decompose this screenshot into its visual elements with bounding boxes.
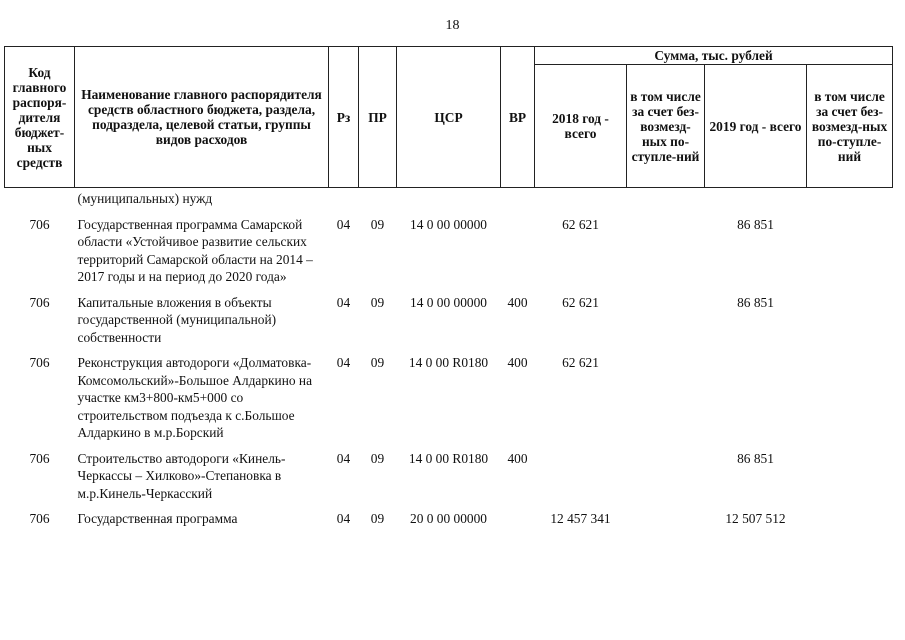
cell-2019-total — [705, 352, 807, 448]
cell-2018-total: 62 621 — [562, 294, 599, 310]
cell-pr: 09 — [370, 216, 385, 232]
cell-2019-free — [807, 352, 893, 448]
cell-name: Строительство автодороги «Кинель-Черкассы – Хилково»-Степановка в м.р.Кинель-Черкасский — [77, 450, 286, 501]
cell-csr: 14 0 00 00000 — [410, 216, 487, 232]
page-number: 18 — [445, 18, 460, 33]
cell-vr: 400 — [507, 450, 528, 466]
cell-rz: 04 — [336, 450, 351, 466]
cell-vr: 400 — [507, 294, 528, 310]
cell-2019-free — [807, 508, 893, 530]
cell-csr: 14 0 00 R0180 — [408, 450, 489, 466]
cell-code: 706 — [29, 216, 50, 232]
cell-vr — [501, 214, 535, 292]
cell-2018-total: 12 457 341 — [550, 511, 611, 526]
header-rz: Рз — [329, 47, 359, 188]
cell-2018-free — [627, 448, 705, 509]
table-row-continuation — [5, 188, 893, 214]
cell-pr: 09 — [370, 450, 385, 466]
cell-2018-free — [627, 214, 705, 292]
header-2019-total: 2019 год - всего — [705, 65, 807, 188]
header-sum-group: Сумма, тыс. рублей — [535, 47, 893, 65]
cell-2019-free — [807, 448, 893, 509]
cell-2018-free — [627, 292, 705, 353]
cell-csr: 14 0 00 00000 — [410, 294, 487, 310]
cell-csr: 20 0 00 00000 — [410, 511, 487, 526]
header-name: Наименование главного распорядителя средств областного бюджета, раздела, подраздела, целевой статьи, группы видов расходов — [75, 47, 329, 188]
table-row — [5, 292, 893, 353]
header-vr: ВР — [501, 47, 535, 188]
cell-2019-total: 86 851 — [737, 216, 774, 232]
header-pr: ПР — [359, 47, 397, 188]
cell-name: Государственная программа Самарской области «Устойчивое развитие сельских территорий Самарской области на 2014 – 2017 годы и на период до 2020 года» — [77, 216, 313, 284]
cell-code: 706 — [29, 355, 50, 370]
cell-name: Реконструкция автодороги «Долматовка-Комсомольский»-Большое Алдаркино на участке км3+800-км5+000 со строительством подъезда к с.Большое Алдаркино в м.р.Борский — [77, 355, 313, 440]
header-2018-free: в том числе за счет без-возмезд-ных по-ступле-ний — [627, 65, 705, 188]
cell-2019-total: 12 507 512 — [725, 511, 786, 526]
cell-2019-free — [807, 214, 893, 292]
cell-pr: 09 — [370, 294, 385, 310]
cell-rz: 04 — [336, 294, 351, 310]
cell-name: Государственная программа — [77, 511, 238, 526]
cell-pr: 09 — [370, 355, 385, 370]
cell-csr: 14 0 00 R0180 — [408, 355, 489, 370]
header-2018-total: 2018 год - всего — [535, 65, 627, 188]
header-2019-free: в том числе за счет без-возмезд-ных по-ступле-ний — [807, 65, 893, 188]
cell-vr — [501, 508, 535, 530]
cell-2019-free — [807, 292, 893, 353]
cell-2018-total: 62 621 — [562, 355, 599, 370]
cell-code: 706 — [29, 294, 50, 310]
table-row — [5, 448, 893, 509]
cell-rz: 04 — [336, 355, 351, 370]
cell-vr: 400 — [507, 355, 528, 370]
cell-2019-total: 86 851 — [737, 450, 774, 466]
cell-code: 706 — [29, 511, 50, 526]
budget-table — [4, 46, 893, 530]
continuation-text: (муниципальных) нужд — [77, 191, 213, 206]
cell-code: 706 — [29, 450, 50, 466]
table-row — [5, 214, 893, 292]
table-row — [5, 352, 893, 448]
cell-pr: 09 — [370, 511, 385, 526]
header-csr: ЦСР — [397, 47, 501, 188]
cell-2018-free — [627, 508, 705, 530]
cell-2018-total — [535, 448, 627, 509]
table-row — [5, 508, 893, 530]
cell-name: Капитальные вложения в объекты государственной (муниципальной) собственности — [77, 294, 277, 345]
cell-rz: 04 — [336, 511, 351, 526]
header-code: Код главного распоря-дителя бюджет-ных средств — [5, 47, 75, 188]
cell-2019-total: 86 851 — [737, 294, 774, 310]
cell-rz: 04 — [336, 216, 351, 232]
cell-2018-total: 62 621 — [562, 216, 599, 232]
cell-2018-free — [627, 352, 705, 448]
